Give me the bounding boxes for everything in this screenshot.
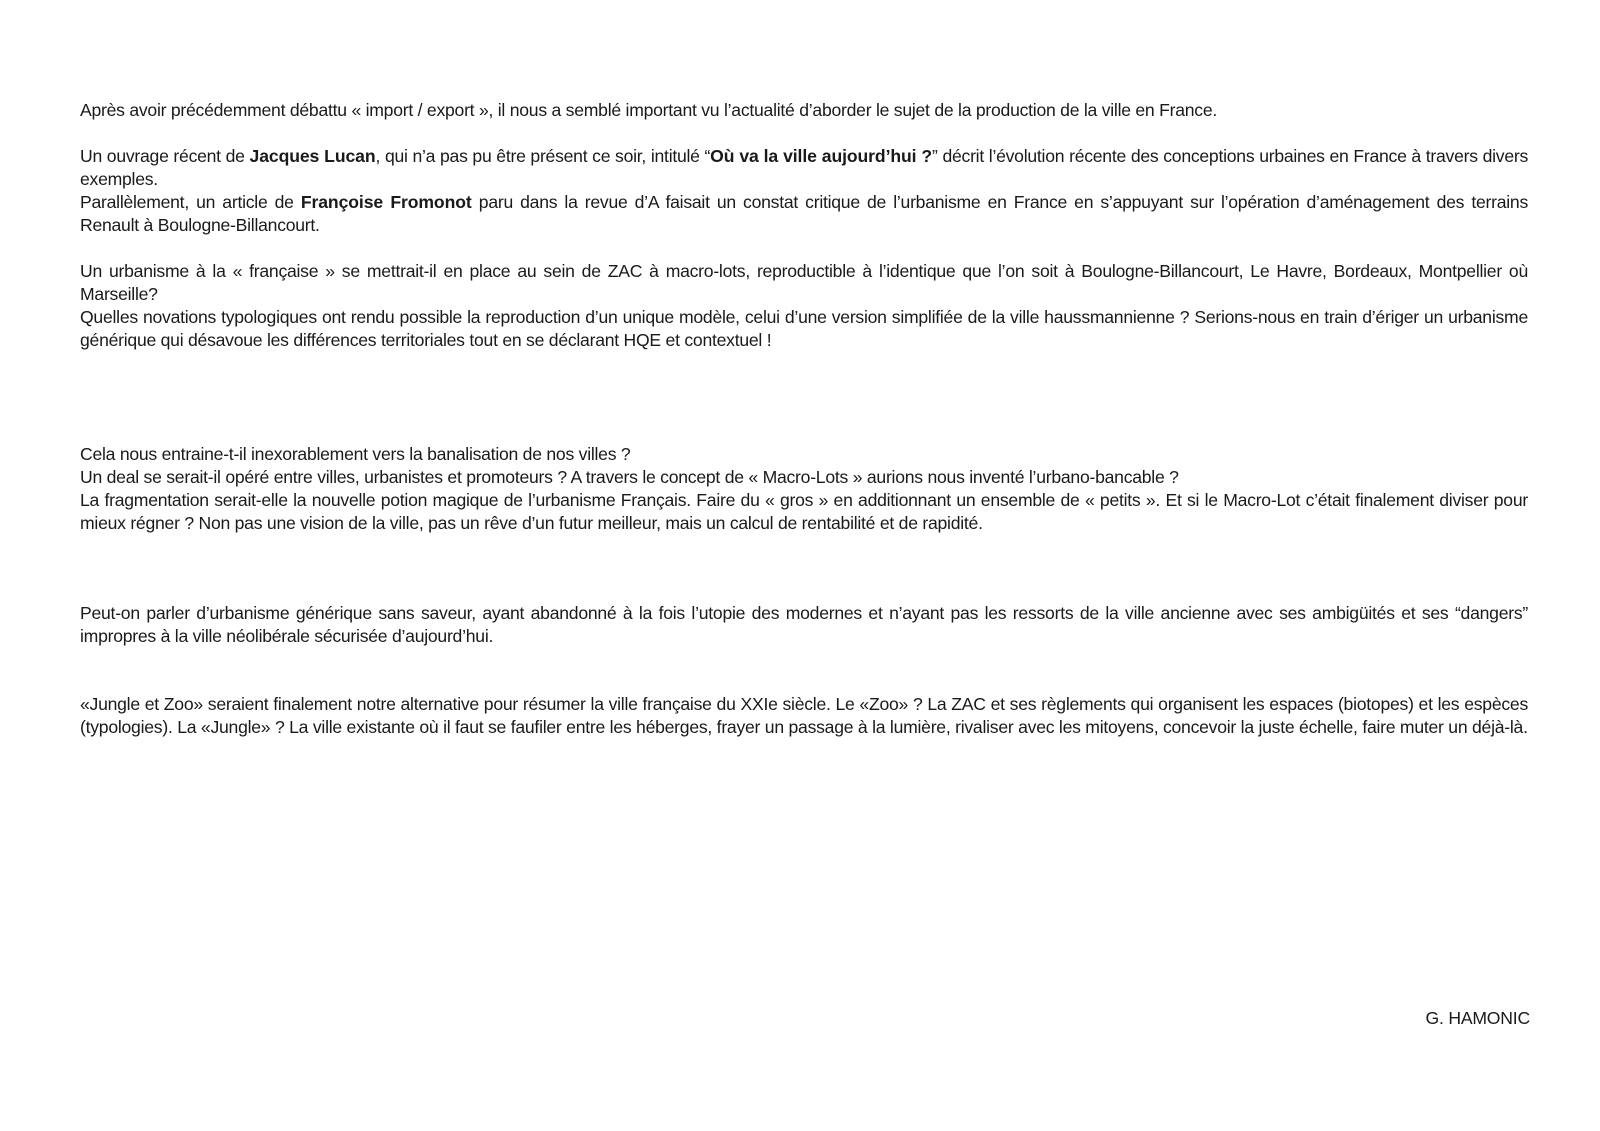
author-signature: G. HAMONIC — [1425, 1008, 1530, 1028]
spacer — [80, 352, 1528, 443]
paragraph-fromonot — [80, 191, 1528, 237]
spacer — [80, 237, 1528, 260]
paragraph-urbanisme-francaise: Un urbanisme à la « française » se mettrait-il en place au sein de ZAC à macro-lots, reproductible à l’identique que l’on soit à Boulogne-Billancourt, Le Havre, Bordeaux, Montpellier où Marseille? — [80, 261, 1528, 304]
paragraph-lucan-text-a: Un ouvrage récent de — [80, 146, 250, 166]
spacer — [80, 535, 1528, 602]
paragraph-lucan-text-b: , qui n’a pas pu être présent ce soir, intitulé “ — [375, 146, 711, 166]
paragraph-lucan — [80, 145, 1528, 191]
author-jacques-lucan: Jacques Lucan — [249, 146, 376, 166]
book-title: Où va la ville aujourd’hui ? — [710, 146, 933, 166]
paragraph-lucan-text-c: ” décrit l’évolution récente des conceptions urbaines en France à travers divers exemples. — [80, 146, 1529, 189]
author-francoise-fromonot: Françoise Fromonot — [300, 192, 472, 212]
paragraph-jungle-zoo: «Jungle et Zoo» seraient finalement notre alternative pour résumer la ville française du XXIe siècle. Le «Zoo» ? La ZAC et ses règlements qui organisent les espaces (biotopes) et les espèces (typologies). La «Jungle» ? La ville existante où il faut se faufiler entre les héberges, frayer un passage à la lumière, rivaliser avec les mitoyens, concevoir la juste échelle, faire muter un déjà-là. — [80, 694, 1528, 737]
paragraph-fromonot-text-b: paru dans la revue d’A faisait un constat critique de l’urbanisme en France en s’appuyant sur l’opération d’aménagement des terrains Renault à Boulogne-Billancourt. — [80, 192, 1528, 235]
document-body — [80, 99, 1528, 739]
paragraph-fromonot-text-a: Parallèlement, un article de — [80, 192, 301, 212]
paragraph-novations: Quelles novations typologiques ont rendu possible la reproduction d’un unique modèle, celui d’une version simplifiée de la ville haussmannienne ? Serions-nous en train d’ériger un urbanisme générique qui désavoue les différences territoriales tout en se déclarant HQE et contextuel ! — [80, 307, 1528, 350]
paragraph-fragmentation: La fragmentation serait-elle la nouvelle potion magique de l’urbanisme Français. Faire du « gros » en additionnant un ensemble de « petits ». Et si le Macro-Lot c’était finalement diviser pour mieux régner ? Non pas une vision de la ville, pas un rêve d’un futur meilleur, mais un calcul de rentabilité et de rapidité. — [80, 490, 1528, 533]
paragraph-deal: Un deal se serait-il opéré entre villes, urbanistes et promoteurs ? A travers le concept de « Macro-Lots » aurions nous inventé l’urbano-bancable ? — [80, 467, 1179, 487]
paragraph-banalisation: Cela nous entraine-t-il inexorablement vers la banalisation de nos villes ? — [80, 444, 631, 464]
spacer — [80, 122, 1528, 145]
spacer — [80, 648, 1528, 693]
paragraph-urbanisme-generique: Peut-on parler d’urbanisme générique sans saveur, ayant abandonné à la fois l’utopie des modernes et n’ayant pas les ressorts de la ville ancienne avec ses ambigüités et ses “dangers” impropres à la ville néolibérale sécurisée d’aujourd’hui. — [80, 603, 1528, 646]
paragraph-intro: Après avoir précédemment débattu « import / export », il nous a semblé important vu l’actualité d’aborder le sujet de la production de la ville en France. — [80, 100, 1217, 120]
